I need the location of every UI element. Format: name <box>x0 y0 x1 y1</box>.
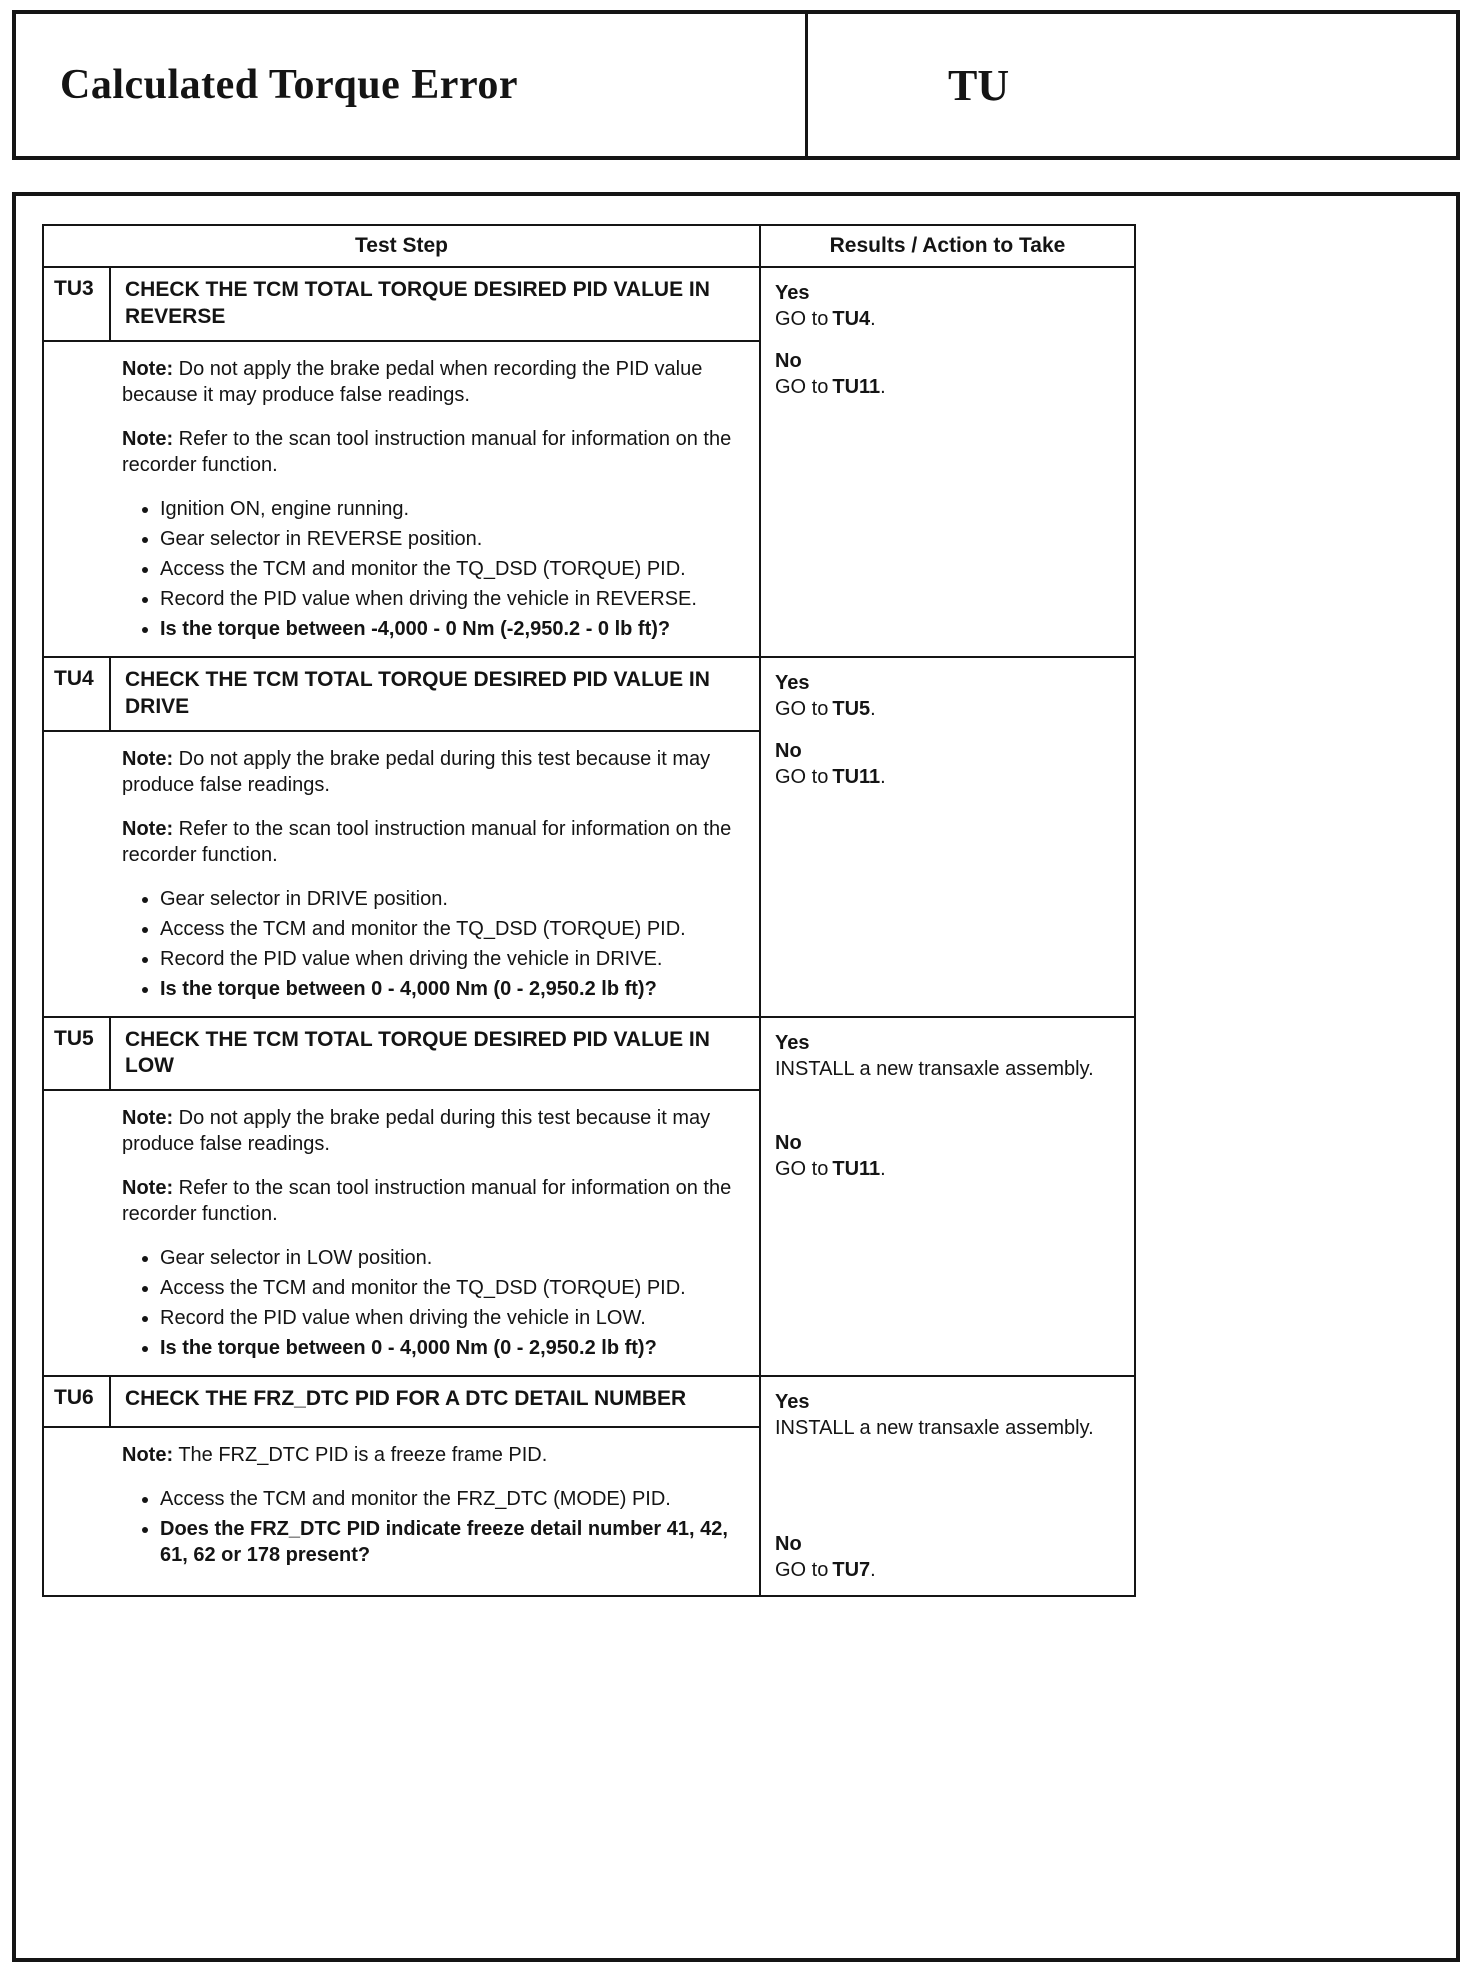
result-yes <box>775 670 1122 722</box>
step-results <box>760 657 1135 1017</box>
note-label: Note: <box>122 1444 174 1467</box>
bullet-item: • Record the PID value when driving the vehicle in REVERSE. <box>160 586 741 612</box>
result-target: TU11 <box>832 765 881 788</box>
page-title: Calculated Torque Error <box>60 62 518 108</box>
bullet-item: • Ignition ON, engine running. <box>160 496 741 522</box>
note-label: Note: <box>122 747 174 770</box>
table-header-row <box>43 225 1135 267</box>
bullet-list <box>122 496 741 642</box>
result-action: GO to TU5. <box>775 697 876 720</box>
bullet-item: • Gear selector in DRIVE position. <box>160 886 741 912</box>
result-yes <box>775 280 1122 332</box>
bullet-question: • Does the FRZ_DTC PID indicate freeze detail number 41, 42, 61, 62 or 178 present? <box>160 1516 741 1568</box>
step-id: TU6 <box>43 1376 110 1427</box>
step-body <box>43 1427 760 1596</box>
result-target: TU4 <box>832 308 871 330</box>
note-label: Note: <box>122 357 174 380</box>
diagnostic-table <box>42 224 1136 1597</box>
bullet-list <box>122 1245 741 1361</box>
result-no <box>775 1531 1122 1583</box>
note-text: The FRZ_DTC PID is a freeze frame PID. <box>178 1444 548 1467</box>
title-block <box>12 10 1460 160</box>
result-label: Yes <box>775 1391 810 1414</box>
result-label: No <box>775 350 802 372</box>
step-id: TU3 <box>43 267 110 341</box>
bullet-item: • Record the PID value when driving the vehicle in DRIVE. <box>160 946 741 972</box>
result-action: INSTALL a new transaxle assembly. <box>775 1057 1094 1080</box>
result-no <box>775 348 1122 400</box>
result-action: GO to TU11. <box>775 1157 886 1180</box>
note <box>122 816 741 868</box>
result-no <box>775 738 1122 790</box>
result-label: Yes <box>775 671 810 694</box>
step-tu4-title-row <box>43 657 1135 731</box>
step-body <box>43 1090 760 1376</box>
bullet-question: • Is the torque between 0 - 4,000 Nm (0 - 2,950.2 lb ft)? <box>160 1335 741 1361</box>
result-target: TU7 <box>832 1559 871 1582</box>
bullet-question: • Is the torque between 0 - 4,000 Nm (0 - 2,950.2 lb ft)? <box>160 976 741 1002</box>
bullet-item: • Access the TCM and monitor the TQ_DSD (TORQUE) PID. <box>160 1275 741 1301</box>
note-text: Refer to the scan tool instruction manual for information on the recorder function. <box>122 427 732 476</box>
bullet-list <box>122 1486 741 1568</box>
step-tu6-title-row <box>43 1376 1135 1427</box>
result-no <box>775 1130 1122 1182</box>
bullet-item: • Gear selector in REVERSE position. <box>160 526 741 552</box>
result-action: GO to TU4. <box>775 308 876 330</box>
result-label: No <box>775 739 802 762</box>
step-title: CHECK THE FRZ_DTC PID FOR A DTC DETAIL NUMBER <box>110 1376 760 1427</box>
result-yes <box>775 1030 1122 1082</box>
column-header-test-step: Test Step <box>43 225 760 267</box>
result-target: TU11 <box>832 376 881 398</box>
result-target: TU11 <box>832 1157 881 1180</box>
step-id: TU4 <box>43 657 110 731</box>
bullet-item: • Gear selector in LOW position. <box>160 1245 741 1271</box>
note-label: Note: <box>122 817 174 840</box>
bullet-item: • Access the TCM and monitor the TQ_DSD (TORQUE) PID. <box>160 556 741 582</box>
note-label: Note: <box>122 427 174 450</box>
section-code: TU <box>948 60 1010 110</box>
result-target: TU5 <box>832 697 871 720</box>
bullet-question: • Is the torque between -4,000 - 0 Nm (-2,950.2 - 0 lb ft)? <box>160 616 741 642</box>
title-cell <box>16 14 808 156</box>
note <box>122 356 741 408</box>
result-action: GO to TU11. <box>775 765 886 788</box>
step-body <box>43 341 760 657</box>
note <box>122 426 741 478</box>
note-label: Note: <box>122 1177 174 1200</box>
step-body <box>43 731 760 1017</box>
result-yes <box>775 1389 1122 1441</box>
note-text: Refer to the scan tool instruction manual for information on the recorder function. <box>122 817 732 866</box>
step-tu5-title-row <box>43 1017 1135 1091</box>
note-text: Do not apply the brake pedal when recording the PID value because it may produce false readings. <box>122 357 703 406</box>
result-action: GO to TU7. <box>775 1559 876 1582</box>
bullet-item: • Record the PID value when driving the vehicle in LOW. <box>160 1305 741 1331</box>
note <box>122 1105 741 1157</box>
note <box>122 1442 741 1468</box>
note-label: Note: <box>122 1107 174 1130</box>
result-action: INSTALL a new transaxle assembly. <box>775 1417 1094 1440</box>
note-text: Refer to the scan tool instruction manual for information on the recorder function. <box>122 1177 732 1226</box>
step-tu3-title-row <box>43 267 1135 341</box>
bullet-list <box>122 886 741 1002</box>
result-label: No <box>775 1533 802 1556</box>
result-action: GO to TU11. <box>775 376 886 398</box>
result-label: No <box>775 1131 802 1154</box>
content-box <box>12 192 1460 1962</box>
note <box>122 746 741 798</box>
step-results <box>760 267 1135 657</box>
step-title: CHECK THE TCM TOTAL TORQUE DESIRED PID VALUE IN REVERSE <box>110 267 760 341</box>
step-title: CHECK THE TCM TOTAL TORQUE DESIRED PID VALUE IN DRIVE <box>110 657 760 731</box>
bullet-item: • Access the TCM and monitor the TQ_DSD (TORQUE) PID. <box>160 916 741 942</box>
column-header-results: Results / Action to Take <box>760 225 1135 267</box>
step-title: CHECK THE TCM TOTAL TORQUE DESIRED PID VALUE IN LOW <box>110 1017 760 1091</box>
bullet-item: • Access the TCM and monitor the FRZ_DTC (MODE) PID. <box>160 1486 741 1512</box>
result-label: Yes <box>775 282 810 304</box>
section-code-cell <box>808 14 1456 156</box>
step-id: TU5 <box>43 1017 110 1091</box>
note-text: Do not apply the brake pedal during this test because it may produce false readings. <box>122 1107 711 1156</box>
note <box>122 1175 741 1227</box>
step-results <box>760 1376 1135 1596</box>
step-results <box>760 1017 1135 1377</box>
result-label: Yes <box>775 1031 810 1054</box>
note-text: Do not apply the brake pedal during this test because it may produce false readings. <box>122 747 711 796</box>
